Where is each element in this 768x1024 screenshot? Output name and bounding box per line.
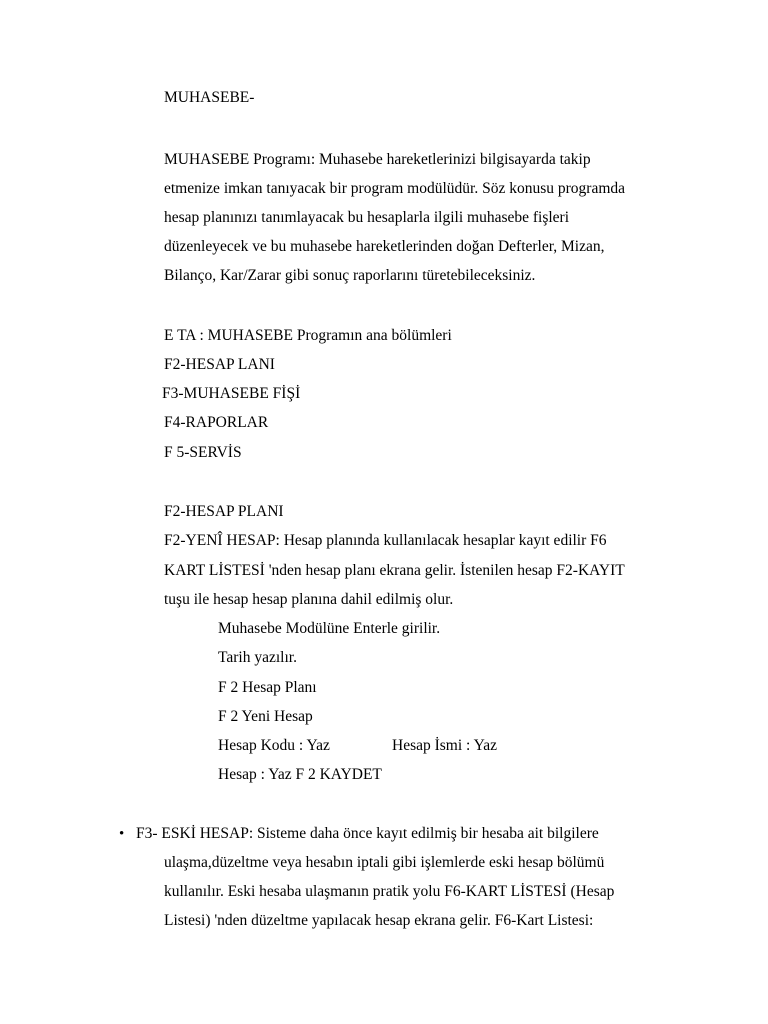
section-item: F3-MUHASEBE FİŞİ xyxy=(162,385,301,402)
eski-hesap-line: kullanılır. Eski hesaba ulaşmanın pratik yolu F6-KART LİSTESİ (Hesap xyxy=(164,883,615,900)
step-item: F 2 Yeni Hesap xyxy=(218,708,313,725)
field-code-line: Hesap Kodu : Yaz xyxy=(218,737,330,754)
hesap-plani-heading: F2-HESAP PLANI xyxy=(164,503,284,520)
step-item: F 2 Hesap Planı xyxy=(218,679,317,696)
section-item: F 5-SERVİS xyxy=(164,444,242,461)
eski-hesap-line: F3- ESKİ HESAP: Sisteme daha önce kayıt edilmiş bir hesaba ait bilgilere xyxy=(136,825,599,842)
intro-line: Bilanço, Kar/Zarar gibi sonuç raporlarını türetebileceksiniz. xyxy=(164,267,536,284)
document-title: MUHASEBE- xyxy=(164,89,255,106)
sections-heading: E TA : MUHASEBE Programın ana bölümleri xyxy=(164,327,452,344)
step-item: Tarih yazılır. xyxy=(218,649,297,666)
section-item: F4-RAPORLAR xyxy=(164,414,269,431)
hesap-plani-paragraph-line: F2-YENÎ HESAP: Hesap planında kullanılacak hesaplar kayıt edilir F6 xyxy=(164,532,607,549)
intro-line: etmenize imkan tanıyacak bir program modülüdür. Söz konusu programda xyxy=(164,180,626,197)
section-item: F2-HESAP LANI xyxy=(164,356,275,373)
bullet-icon: • xyxy=(119,826,125,842)
save-line: Hesap : Yaz F 2 KAYDET xyxy=(218,766,382,783)
intro-line: MUHASEBE Programı: Muhasebe hareketlerinizi bilgisayarda takip xyxy=(164,151,591,168)
intro-line: hesap planınızı tanımlayacak bu hesaplarla ilgili muhasebe fişleri xyxy=(164,209,570,226)
step-item: Muhasebe Modülüne Enterle girilir. xyxy=(218,620,441,637)
intro-line: düzenleyecek ve bu muhasebe hareketlerinden doğan Defterler, Mizan, xyxy=(164,238,605,255)
field-name-line: Hesap İsmi : Yaz xyxy=(392,737,498,754)
hesap-plani-paragraph-line: tuşu ile hesap hesap planına dahil edilmiş olur. xyxy=(164,591,454,608)
hesap-plani-paragraph-line: KART LİSTESİ 'nden hesap planı ekrana gelir. İstenilen hesap F2-KAYIT xyxy=(164,562,625,579)
eski-hesap-line: Listesi) 'nden düzeltme yapılacak hesap ekrana gelir. F6-Kart Listesi: xyxy=(164,912,594,929)
eski-hesap-line: ulaşma,düzeltme veya hesabın iptali gibi işlemlerde eski hesap bölümü xyxy=(164,854,605,871)
